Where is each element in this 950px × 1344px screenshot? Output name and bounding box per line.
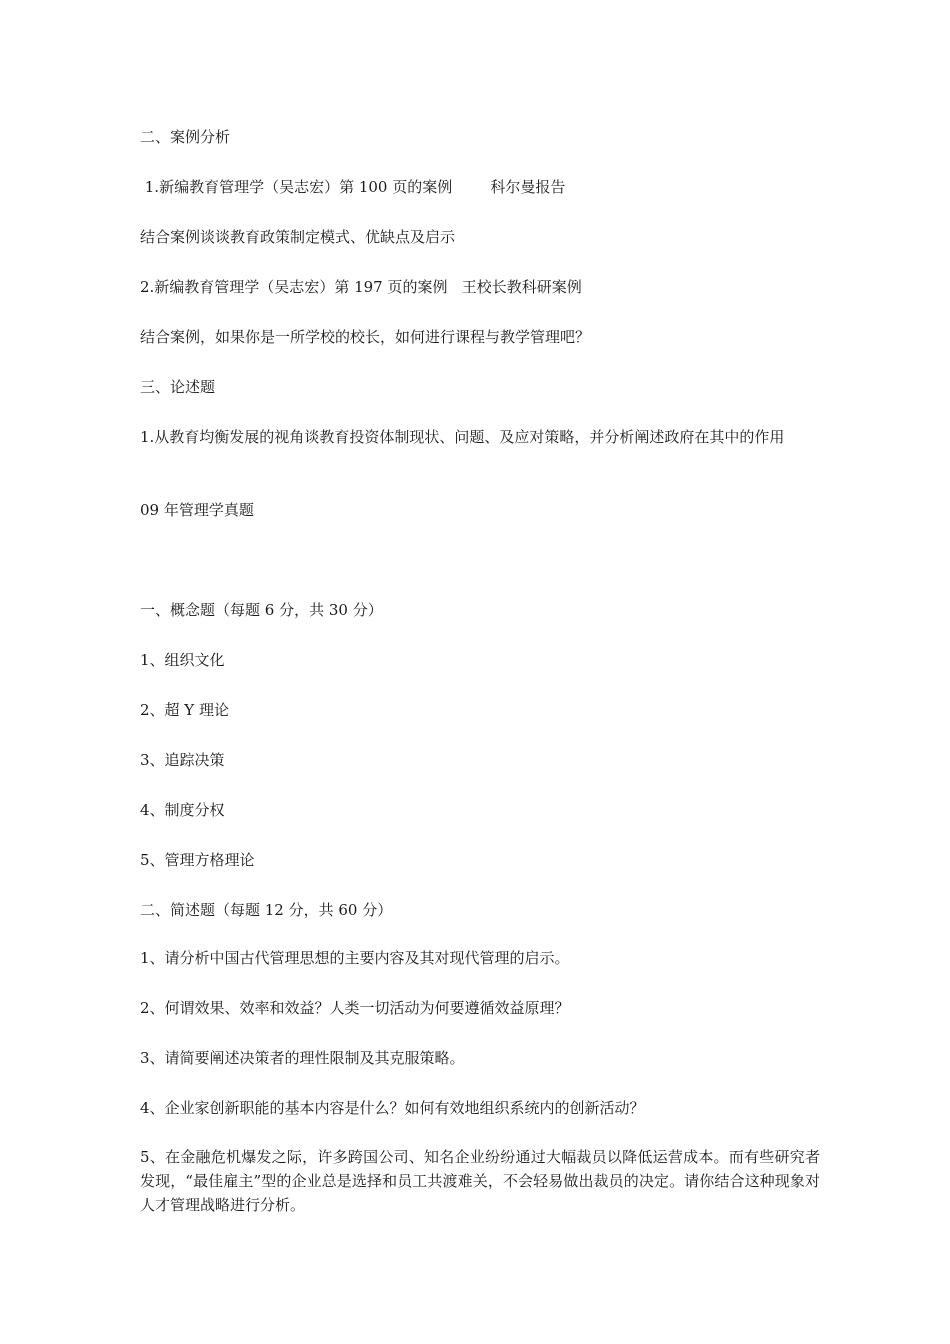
short-answer-item: 4、企业家创新职能的基本内容是什么？如何有效地组织系统内的创新活动？	[140, 1099, 645, 1117]
section-heading-essay: 三、论述题	[140, 378, 216, 396]
short-answer-item: 1、请分析中国古代管理思想的主要内容及其对现代管理的启示。	[140, 949, 570, 967]
section-heading-case-analysis: 二、案例分析	[140, 128, 231, 146]
case-2-title: 2.新编教育管理学（吴志宏）第 197 页的案例 王校长教科研案例	[140, 278, 582, 296]
short-answer-item: 3、请简要阐述决策者的理性限制及其克服策略。	[140, 1049, 465, 1067]
concept-item: 4、制度分权	[140, 801, 225, 819]
short-answer-item: 5、在金融危机爆发之际，许多跨国公司、知名企业纷纷通过大幅裁员以降低运营成本。而有些研究者发现，“最佳雇主”型的企业总是选择和员工共渡难关，不会轻易做出裁员的决定。请你结合这种现象对人才管理战略进行分析。	[140, 1148, 820, 1214]
section-heading-concepts: 一、概念题（每题 6 分，共 30 分）	[140, 601, 383, 619]
concept-item: 3、追踪决策	[140, 751, 225, 769]
concept-item: 1、组织文化	[140, 651, 225, 669]
essay-question-1: 1.从教育均衡发展的视角谈教育投资体制现状、问题、及应对策略，并分析阐述政府在其中的作用	[140, 428, 785, 446]
case-1-title: 1.新编教育管理学（吴志宏）第 100 页的案例 科尔曼报告	[140, 178, 566, 196]
exam-title: 09 年管理学真题	[140, 501, 254, 519]
section-heading-short-answers: 二、简述题（每题 12 分，共 60 分）	[140, 901, 393, 919]
case-1-question: 结合案例谈谈教育政策制定模式、优缺点及启示	[140, 228, 456, 246]
short-answer-item: 2、何谓效果、效率和效益？人类一切活动为何要遵循效益原理？	[140, 999, 570, 1017]
concept-item: 2、超 Y 理论	[140, 701, 229, 719]
case-2-question: 结合案例，如果你是一所学校的校长，如何进行课程与教学管理吧？	[140, 328, 591, 346]
concept-item: 5、管理方格理论	[140, 851, 255, 869]
